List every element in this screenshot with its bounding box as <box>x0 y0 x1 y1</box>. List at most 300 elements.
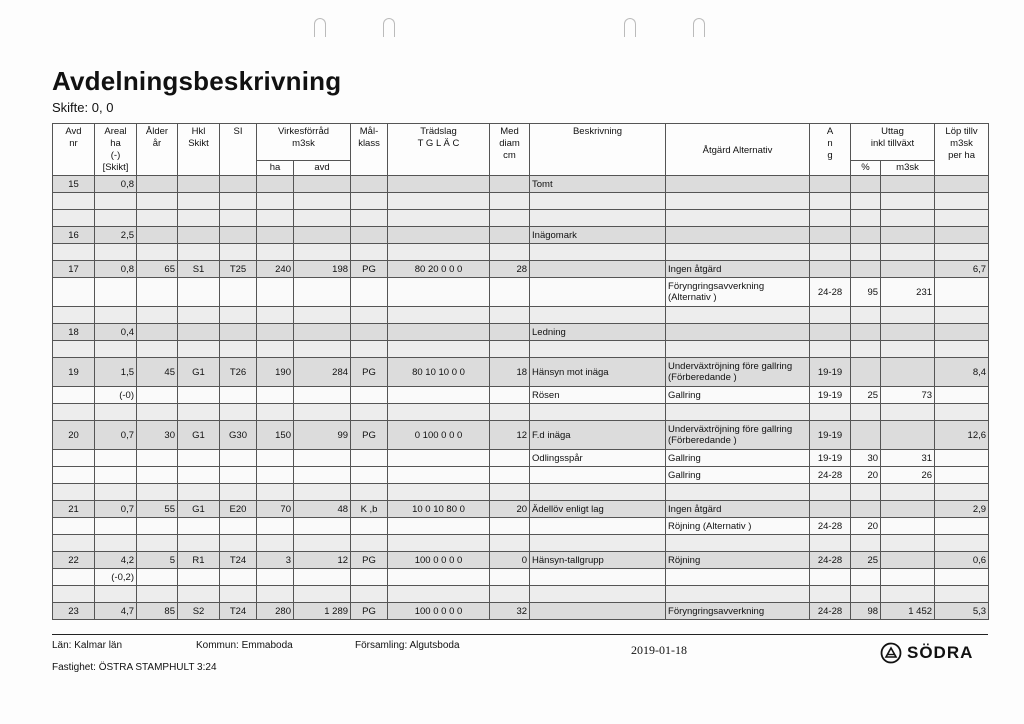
cell-avd: 15 <box>53 176 95 193</box>
cell-hkl <box>178 586 220 603</box>
cell-hkl <box>178 535 220 552</box>
cell-hkl <box>178 467 220 484</box>
cell-m3: 73 <box>881 387 935 404</box>
cell-atgard <box>666 324 810 341</box>
cell-hkl <box>178 450 220 467</box>
cell-mal <box>351 193 388 210</box>
cell-vha <box>257 535 294 552</box>
cell-pct <box>851 193 881 210</box>
cell-avd <box>53 450 95 467</box>
cell-m3 <box>881 324 935 341</box>
header-alder: Ålder år <box>137 124 178 176</box>
cell-ang: 24-28 <box>810 552 851 569</box>
cell-pct: 98 <box>851 603 881 620</box>
cell-vha <box>257 176 294 193</box>
cell-atgard: Ingen åtgärd <box>666 261 810 278</box>
cell-pct: 25 <box>851 387 881 404</box>
header-hkl: Hkl Skikt <box>178 124 220 176</box>
cell-trad: 80 20 0 0 0 <box>388 261 490 278</box>
cell-mal <box>351 404 388 421</box>
cell-hkl <box>178 244 220 261</box>
cell-pct <box>851 586 881 603</box>
table-row <box>53 603 989 620</box>
cell-hkl: S2 <box>178 603 220 620</box>
cell-ang <box>810 193 851 210</box>
cell-alder <box>137 387 178 404</box>
cell-vha <box>257 450 294 467</box>
cell-hkl: G1 <box>178 501 220 518</box>
cell-lop <box>935 278 989 307</box>
cell-areal <box>95 450 137 467</box>
cell-pct <box>851 358 881 387</box>
cell-avd <box>53 467 95 484</box>
cell-lop <box>935 586 989 603</box>
cell-si <box>220 307 257 324</box>
cell-mal <box>351 450 388 467</box>
cell-trad <box>388 210 490 227</box>
cell-trad <box>388 518 490 535</box>
cell-trad: 0 100 0 0 0 <box>388 421 490 450</box>
cell-lop <box>935 467 989 484</box>
sodra-logo-text: SÖDRA <box>907 643 974 662</box>
cell-beskr: Rösen <box>530 387 666 404</box>
cell-pct: 95 <box>851 278 881 307</box>
cell-lop <box>935 176 989 193</box>
cell-vavd <box>294 210 351 227</box>
cell-med <box>490 535 530 552</box>
cell-m3 <box>881 193 935 210</box>
cell-areal: (-0,2) <box>95 569 137 586</box>
cell-vha: 70 <box>257 501 294 518</box>
cell-vavd <box>294 535 351 552</box>
cell-areal <box>95 244 137 261</box>
table-body <box>53 176 989 620</box>
cell-trad <box>388 484 490 501</box>
cell-mal <box>351 518 388 535</box>
cell-atgard: Gallring <box>666 387 810 404</box>
footer-divider <box>52 634 988 635</box>
cell-trad <box>388 193 490 210</box>
cell-si: T24 <box>220 603 257 620</box>
header-uttag-pct: % <box>851 161 881 176</box>
cell-vha <box>257 387 294 404</box>
footer-kommun: Kommun: Emmaboda <box>196 640 293 651</box>
cell-si <box>220 227 257 244</box>
cell-beskr <box>530 404 666 421</box>
cell-lop <box>935 307 989 324</box>
table-subrow <box>53 387 989 404</box>
cell-med <box>490 341 530 358</box>
cell-m3 <box>881 307 935 324</box>
cell-med: 32 <box>490 603 530 620</box>
cell-atgard <box>666 586 810 603</box>
cell-vha <box>257 324 294 341</box>
cell-ang: 24-28 <box>810 278 851 307</box>
cell-trad <box>388 467 490 484</box>
cell-hkl: G1 <box>178 421 220 450</box>
cell-lop <box>935 324 989 341</box>
cell-vha <box>257 484 294 501</box>
sodra-logo-icon <box>880 642 902 664</box>
cell-areal <box>95 404 137 421</box>
cell-vavd <box>294 341 351 358</box>
footer-fastighet: Fastighet: ÖSTRA STAMPHULT 3:24 <box>52 662 217 673</box>
cell-alder <box>137 404 178 421</box>
cell-trad <box>388 244 490 261</box>
cell-atgard: Föryngringsavverkning (Alternativ ) <box>666 278 810 307</box>
cell-vavd <box>294 518 351 535</box>
cell-beskr <box>530 484 666 501</box>
document-date: 2019-01-18 <box>631 643 687 657</box>
cell-vavd: 1 289 <box>294 603 351 620</box>
cell-atgard <box>666 569 810 586</box>
header-uttag-m3sk: m3sk <box>881 161 935 176</box>
cell-vha: 150 <box>257 421 294 450</box>
cell-vha <box>257 193 294 210</box>
cell-m3 <box>881 341 935 358</box>
cell-lop: 6,7 <box>935 261 989 278</box>
cell-vavd <box>294 387 351 404</box>
table-row <box>53 324 989 341</box>
cell-areal <box>95 307 137 324</box>
cell-si <box>220 450 257 467</box>
cell-avd <box>53 278 95 307</box>
cell-vha <box>257 467 294 484</box>
cell-m3 <box>881 358 935 387</box>
cell-lop <box>935 387 989 404</box>
cell-ang <box>810 176 851 193</box>
cell-mal <box>351 341 388 358</box>
table-spacer-row <box>53 484 989 501</box>
cell-avd <box>53 518 95 535</box>
cell-si <box>220 278 257 307</box>
cell-vavd <box>294 484 351 501</box>
cell-trad <box>388 569 490 586</box>
cell-vavd <box>294 193 351 210</box>
cell-pct <box>851 421 881 450</box>
cell-trad <box>388 450 490 467</box>
table-row <box>53 501 989 518</box>
cell-hkl: S1 <box>178 261 220 278</box>
cell-beskr: Inägomark <box>530 227 666 244</box>
cell-m3 <box>881 227 935 244</box>
cell-lop <box>935 227 989 244</box>
cell-avd <box>53 569 95 586</box>
cell-alder <box>137 278 178 307</box>
cell-ang <box>810 324 851 341</box>
cell-atgard: Ingen åtgärd <box>666 501 810 518</box>
cell-med <box>490 244 530 261</box>
table-row <box>53 261 989 278</box>
cell-lop <box>935 535 989 552</box>
cell-vavd <box>294 404 351 421</box>
cell-beskr <box>530 307 666 324</box>
cell-si: E20 <box>220 501 257 518</box>
cell-vavd <box>294 324 351 341</box>
footer-lan: Län: Kalmar län <box>52 640 123 651</box>
cell-pct <box>851 176 881 193</box>
header-areal: Areal ha (-) [Skikt] <box>95 124 137 176</box>
cell-mal <box>351 210 388 227</box>
cell-med <box>490 278 530 307</box>
cell-vha <box>257 518 294 535</box>
cell-mal <box>351 324 388 341</box>
cell-avd: 19 <box>53 358 95 387</box>
cell-vha: 240 <box>257 261 294 278</box>
cell-pct: 30 <box>851 450 881 467</box>
page-subtitle: Skifte: 0, 0 <box>52 100 114 115</box>
cell-beskr: Tomt <box>530 176 666 193</box>
cell-atgard <box>666 227 810 244</box>
cell-alder: 85 <box>137 603 178 620</box>
cell-trad <box>388 227 490 244</box>
cell-pct <box>851 227 881 244</box>
table-spacer-row <box>53 535 989 552</box>
cell-lop: 0,6 <box>935 552 989 569</box>
header-ang: A n g <box>810 124 851 176</box>
cell-med: 0 <box>490 552 530 569</box>
cell-areal <box>95 586 137 603</box>
cell-m3: 26 <box>881 467 935 484</box>
cell-areal: 0,7 <box>95 421 137 450</box>
cell-beskr: Hänsyn mot inäga <box>530 358 666 387</box>
cell-atgard: Föryngringsavverkning <box>666 603 810 620</box>
cell-areal <box>95 535 137 552</box>
cell-m3 <box>881 244 935 261</box>
cell-med: 18 <box>490 358 530 387</box>
cell-si <box>220 518 257 535</box>
cell-mal <box>351 244 388 261</box>
cell-mal <box>351 227 388 244</box>
cell-atgard: Gallring <box>666 467 810 484</box>
cell-trad <box>388 586 490 603</box>
cell-hkl <box>178 404 220 421</box>
cell-m3 <box>881 552 935 569</box>
cell-trad <box>388 341 490 358</box>
cell-hkl <box>178 193 220 210</box>
cell-mal <box>351 484 388 501</box>
cell-areal <box>95 518 137 535</box>
cell-m3 <box>881 210 935 227</box>
cell-hkl <box>178 569 220 586</box>
cell-med: 12 <box>490 421 530 450</box>
cell-beskr <box>530 210 666 227</box>
cell-vha <box>257 404 294 421</box>
cell-areal <box>95 467 137 484</box>
cell-ang <box>810 484 851 501</box>
cell-beskr: Odlingsspår <box>530 450 666 467</box>
cell-beskr: Ädellöv enligt lag <box>530 501 666 518</box>
cell-med <box>490 586 530 603</box>
cell-lop <box>935 450 989 467</box>
cell-atgard <box>666 210 810 227</box>
cell-m3: 31 <box>881 450 935 467</box>
cell-si <box>220 467 257 484</box>
table-subrow <box>53 569 989 586</box>
table-row <box>53 227 989 244</box>
cell-ang: 19-19 <box>810 421 851 450</box>
cell-trad: 80 10 10 0 0 <box>388 358 490 387</box>
cell-alder <box>137 450 178 467</box>
cell-atgard: Underväxtröjning före gallring (Förberedande ) <box>666 421 810 450</box>
cell-hkl <box>178 307 220 324</box>
cell-si <box>220 193 257 210</box>
cell-vavd: 12 <box>294 552 351 569</box>
cell-med <box>490 193 530 210</box>
cell-vavd <box>294 586 351 603</box>
cell-si <box>220 586 257 603</box>
cell-pct <box>851 484 881 501</box>
header-uttag: Uttag inkl tillväxt <box>851 124 935 161</box>
cell-atgard <box>666 535 810 552</box>
cell-lop <box>935 341 989 358</box>
cell-si <box>220 535 257 552</box>
cell-hkl <box>178 227 220 244</box>
cell-mal: PG <box>351 421 388 450</box>
cell-mal <box>351 586 388 603</box>
cell-ang <box>810 341 851 358</box>
cell-avd <box>53 586 95 603</box>
cell-vavd <box>294 569 351 586</box>
cell-hkl <box>178 210 220 227</box>
cell-beskr <box>530 244 666 261</box>
cell-areal: (-0) <box>95 387 137 404</box>
cell-med <box>490 324 530 341</box>
cell-mal: PG <box>351 603 388 620</box>
cell-med <box>490 404 530 421</box>
header-malklass: Mål- klass <box>351 124 388 176</box>
cell-m3 <box>881 518 935 535</box>
cell-beskr <box>530 569 666 586</box>
cell-areal: 0,8 <box>95 176 137 193</box>
cell-mal: PG <box>351 261 388 278</box>
cell-mal: PG <box>351 358 388 387</box>
cell-m3 <box>881 404 935 421</box>
cell-vha <box>257 227 294 244</box>
cell-avd: 17 <box>53 261 95 278</box>
cell-hkl <box>178 387 220 404</box>
cell-areal: 4,2 <box>95 552 137 569</box>
stand-description-table <box>52 123 989 620</box>
cell-vavd: 198 <box>294 261 351 278</box>
cell-vha <box>257 210 294 227</box>
cell-areal <box>95 341 137 358</box>
cell-med <box>490 387 530 404</box>
cell-vha: 280 <box>257 603 294 620</box>
cell-avd <box>53 307 95 324</box>
header-med-diam: Med diam cm <box>490 124 530 176</box>
cell-avd <box>53 535 95 552</box>
table-spacer-row <box>53 193 989 210</box>
cell-ang <box>810 244 851 261</box>
cell-si <box>220 341 257 358</box>
cell-avd: 21 <box>53 501 95 518</box>
cell-ang <box>810 586 851 603</box>
cell-med <box>490 176 530 193</box>
cell-lop <box>935 484 989 501</box>
cell-vha <box>257 341 294 358</box>
cell-m3: 231 <box>881 278 935 307</box>
cell-med <box>490 467 530 484</box>
cell-m3 <box>881 586 935 603</box>
cell-ang <box>810 569 851 586</box>
cell-atgard: Underväxtröjning före gallring (Förberedande ) <box>666 358 810 387</box>
cell-areal: 0,4 <box>95 324 137 341</box>
cell-trad <box>388 278 490 307</box>
cell-lop: 8,4 <box>935 358 989 387</box>
cell-pct <box>851 244 881 261</box>
cell-trad <box>388 404 490 421</box>
cell-med <box>490 210 530 227</box>
cell-vha: 190 <box>257 358 294 387</box>
table-spacer-row <box>53 210 989 227</box>
cell-trad <box>388 535 490 552</box>
cell-beskr <box>530 518 666 535</box>
table-row <box>53 176 989 193</box>
cell-vavd <box>294 278 351 307</box>
cell-pct <box>851 210 881 227</box>
cell-hkl <box>178 518 220 535</box>
cell-alder: 5 <box>137 552 178 569</box>
cell-lop: 12,6 <box>935 421 989 450</box>
cell-mal <box>351 569 388 586</box>
cell-ang <box>810 261 851 278</box>
cell-trad: 10 0 10 80 0 <box>388 501 490 518</box>
cell-vavd <box>294 307 351 324</box>
cell-med <box>490 484 530 501</box>
cell-si: T26 <box>220 358 257 387</box>
cell-trad <box>388 324 490 341</box>
cell-vavd: 284 <box>294 358 351 387</box>
cell-m3 <box>881 484 935 501</box>
cell-alder <box>137 586 178 603</box>
sodra-logo <box>880 642 973 664</box>
header-virkesforrad: Virkesförråd m3sk <box>257 124 351 161</box>
cell-avd <box>53 484 95 501</box>
cell-lop <box>935 518 989 535</box>
cell-avd <box>53 244 95 261</box>
header-lop-tillv: Löp tillv m3sk per ha <box>935 124 989 176</box>
cell-lop <box>935 210 989 227</box>
cell-m3: 1 452 <box>881 603 935 620</box>
cell-beskr: Hänsyn-tallgrupp <box>530 552 666 569</box>
cell-alder: 65 <box>137 261 178 278</box>
cell-med: 28 <box>490 261 530 278</box>
footer-forsamling: Församling: Algutsboda <box>355 640 460 651</box>
cell-atgard: Röjning <box>666 552 810 569</box>
cell-mal <box>351 278 388 307</box>
cell-vha: 3 <box>257 552 294 569</box>
cell-beskr <box>530 467 666 484</box>
cell-beskr <box>530 535 666 552</box>
header-tradslag: Trädslag T G L Ä C <box>388 124 490 176</box>
cell-beskr <box>530 278 666 307</box>
cell-avd <box>53 387 95 404</box>
cell-trad <box>388 307 490 324</box>
cell-alder <box>137 227 178 244</box>
cell-alder <box>137 324 178 341</box>
table-spacer-row <box>53 586 989 603</box>
cell-atgard <box>666 176 810 193</box>
cell-alder <box>137 467 178 484</box>
header-beskrivning: Beskrivning <box>530 124 666 176</box>
cell-avd: 16 <box>53 227 95 244</box>
cell-alder: 55 <box>137 501 178 518</box>
cell-si: T24 <box>220 552 257 569</box>
cell-hkl: R1 <box>178 552 220 569</box>
cell-pct <box>851 261 881 278</box>
cell-trad <box>388 176 490 193</box>
